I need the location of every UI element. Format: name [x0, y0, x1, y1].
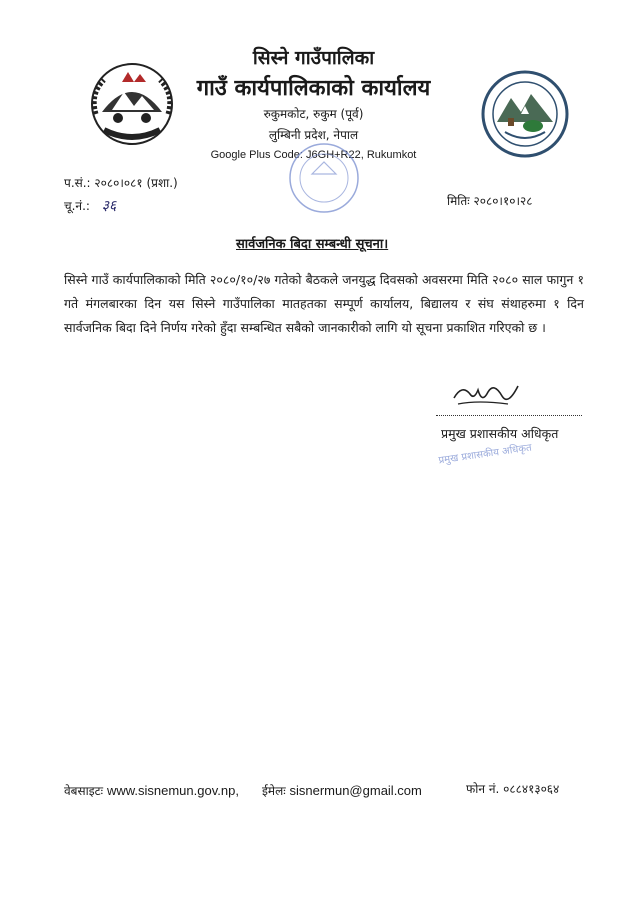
dispatch-number-label: चू.नं.:	[64, 199, 90, 213]
notice-body: सिस्ने गाउँ कार्यपालिकाको मिति २०८०/१०/२७ गतेको बैठकले जनयुद्ध दिवसको अवसरमा मिति २०८० साल फागुन १ गते मंगलबारका दिन यस सिस्ने गाउँपालिका मातहतका सम्पूर्ण कार्यालय, बिद्यालय र संघ संथाहरुमा १ दिन सार्वजनिक बिदा दिने निर्णय गरेको हुँदा सम्बन्धित सबैको जानकारीको लागि यो सूचना प्रकाशित गरिएको छ ।	[64, 272, 584, 335]
notice-subject: सार्वजनिक बिदा सम्बन्धी सूचना।	[236, 237, 389, 252]
email-link[interactable]: sisnermun@gmail.com	[289, 783, 422, 798]
google-plus-code: Google Plus Code: J6GH+R22, Rukumkot	[210, 149, 417, 161]
officer-stamp: प्रमुख प्रशासकीय अधिकृत	[437, 442, 533, 467]
municipality-name: सिस्ने गाउँपालिका	[252, 47, 375, 69]
office-stamp-icon	[286, 140, 362, 216]
signature-icon	[448, 378, 528, 412]
signature-line	[436, 415, 582, 416]
footer-phone: फोन नं. ०८८४१३०६४	[466, 782, 560, 796]
dispatch-number	[64, 196, 116, 215]
notice-date: मितिः २०८०।१०।२८	[447, 194, 533, 208]
address-line-1: रुकुमकोट, रुकुम (पूर्व)	[263, 107, 364, 121]
signatory-title: प्रमुख प्रशासकीय अधिकृत	[441, 426, 559, 441]
office-name: गाउँ कार्यपालिकाको कार्यालय	[196, 76, 431, 101]
address-line-2: लुम्बिनी प्रदेश, नेपाल	[268, 128, 359, 142]
website-label: वेबसाइटः	[64, 784, 104, 798]
municipality-logo-icon	[475, 66, 575, 162]
website-link[interactable]: www.sisnemun.gov.np,	[106, 783, 239, 798]
footer-email	[262, 782, 422, 799]
footer-website	[64, 782, 239, 799]
letter-reference-number: प.सं.: २०८०।०८१ (प्रशा.)	[64, 176, 178, 190]
dispatch-number-value: ३६	[101, 198, 117, 214]
email-label: ईमेलः	[262, 784, 286, 798]
